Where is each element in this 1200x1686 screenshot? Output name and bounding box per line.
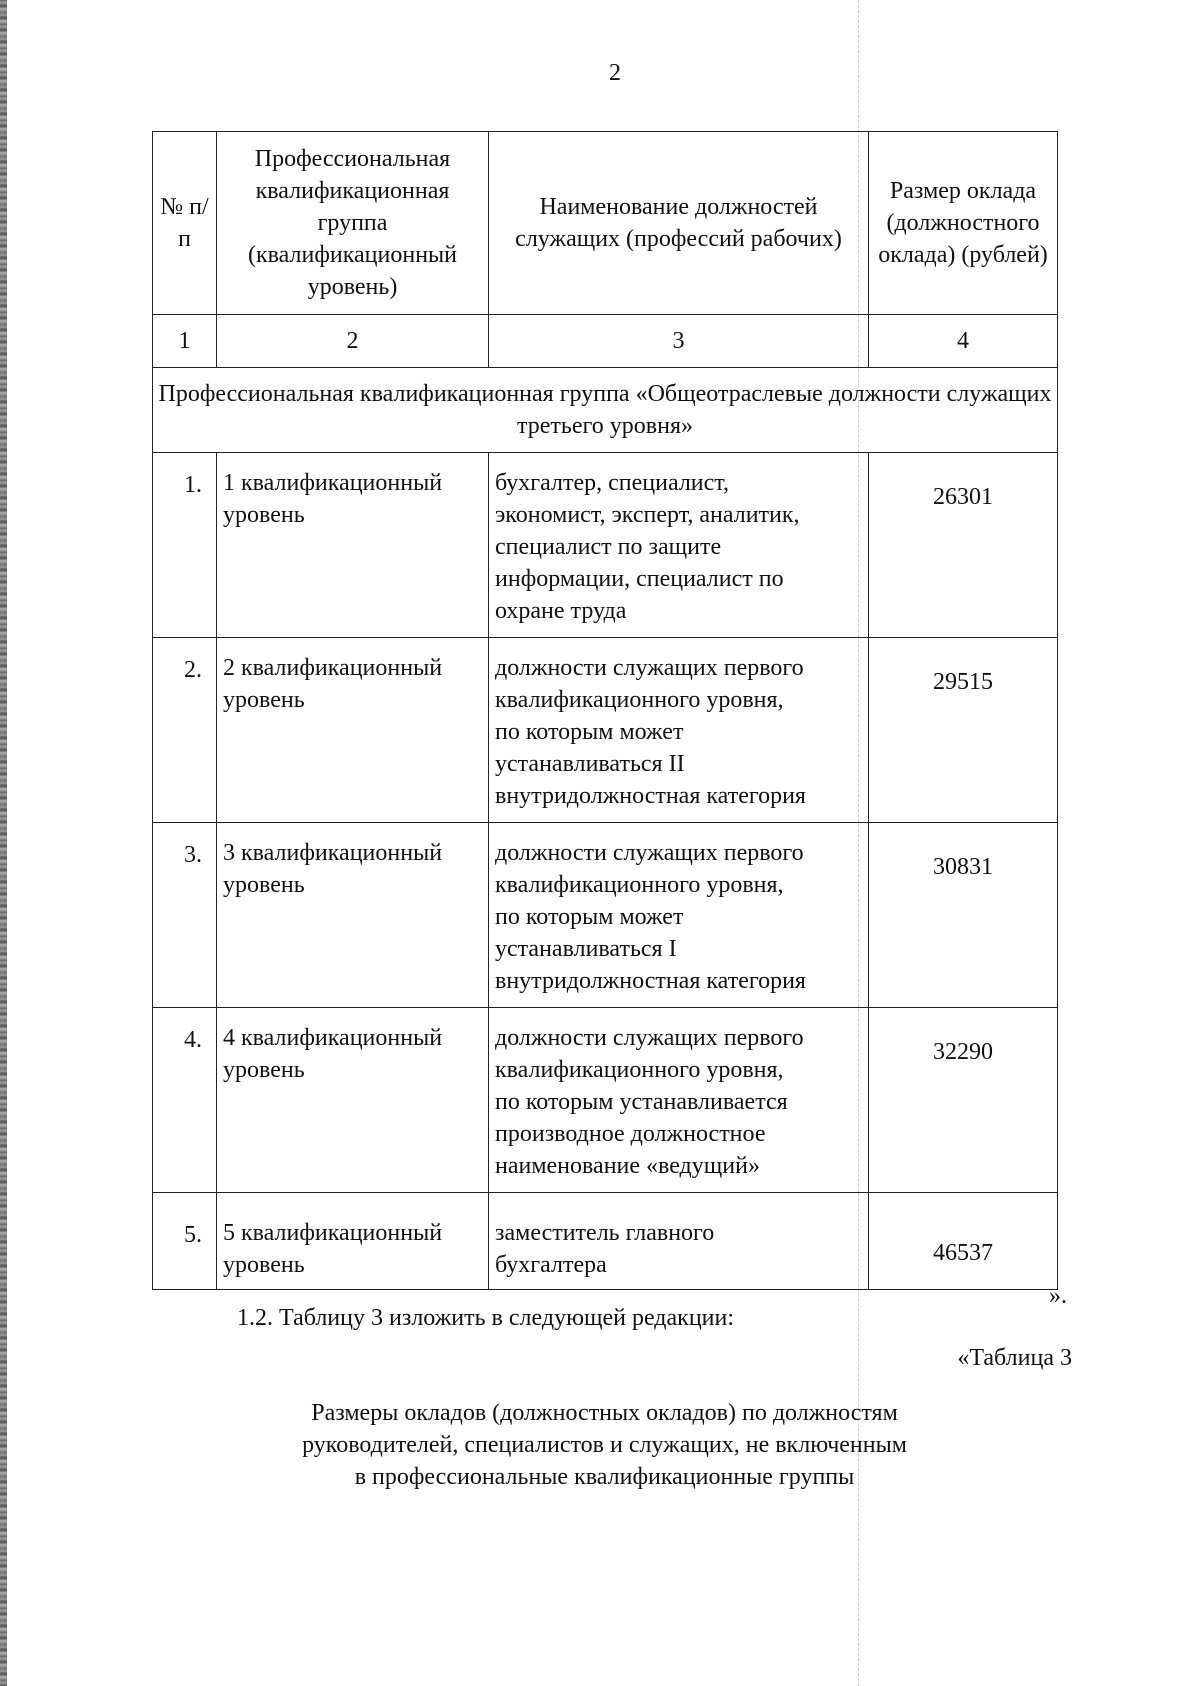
table-row — [153, 1193, 1058, 1290]
header-position-names: Наименование должностей служащих (профессий рабочих) — [489, 132, 869, 315]
header-qualification-group: Профессиональная квалификационная группа (квалификационный уровень) — [217, 132, 489, 315]
column-number-row — [153, 315, 1058, 368]
column-number: 1 — [153, 315, 217, 368]
salary-value: 29515 — [869, 638, 1058, 823]
table-row — [153, 1008, 1058, 1193]
table-row — [153, 823, 1058, 1008]
table-label: «Таблица 3 — [957, 1345, 1072, 1371]
row-number: 5. — [153, 1193, 217, 1290]
subtitle-line: в профессиональные квалификационные группы — [354, 1464, 855, 1490]
position-names: должности служащих первого квалификационного уровня, по которым может устанавливаться II внутридолжностная категория — [489, 638, 869, 823]
table-row — [153, 453, 1058, 638]
header-number: № п/п — [153, 132, 217, 315]
closing-quote-mark: ». — [1049, 1283, 1067, 1309]
qualification-level: 2 квалификационный уровень — [217, 638, 489, 823]
salary-value: 32290 — [869, 1008, 1058, 1193]
header-salary: Размер оклада (должностного оклада) (рублей) — [869, 132, 1058, 315]
position-names: должности служащих первого квалификационного уровня, по которым может устанавливаться I внутридолжностная категория — [489, 823, 869, 1008]
qualification-level: 3 квалификационный уровень — [217, 823, 489, 1008]
salary-value: 26301 — [869, 453, 1058, 638]
column-number: 4 — [869, 315, 1058, 368]
position-names: должности служащих первого квалификационного уровня, по которым устанавливается производное должностное наименование «ведущий» — [489, 1008, 869, 1193]
subtitle-line: Размеры окладов (должностных окладов) по должностям — [311, 1400, 898, 1426]
amendment-instruction: 1.2. Таблицу 3 изложить в следующей редакции: — [237, 1305, 735, 1331]
salary-value: 30831 — [869, 823, 1058, 1008]
position-names: бухгалтер, специалист, экономист, эксперт, аналитик, специалист по защите информации, специалист по охране труда — [489, 453, 869, 638]
salary-table — [152, 131, 1058, 1290]
column-number: 2 — [217, 315, 489, 368]
row-number: 1. — [153, 453, 217, 638]
table-header-row — [153, 132, 1058, 315]
qualification-level: 5 квалификационный уровень — [217, 1193, 489, 1290]
page-number: 2 — [609, 60, 621, 86]
group-title: Профессиональная квалификационная группа «Общеотраслевые должности служащих третьего уровня» — [153, 368, 1058, 453]
table-row — [153, 638, 1058, 823]
row-number: 2. — [153, 638, 217, 823]
qualification-level: 4 квалификационный уровень — [217, 1008, 489, 1193]
table-subtitle — [152, 1397, 1057, 1493]
salary-value: 46537 — [869, 1193, 1058, 1290]
position-names: заместитель главного бухгалтера — [489, 1193, 869, 1290]
column-number: 3 — [489, 315, 869, 368]
scan-edge — [0, 0, 7, 1686]
group-title-row — [153, 368, 1058, 453]
row-number: 3. — [153, 823, 217, 1008]
row-number: 4. — [153, 1008, 217, 1193]
qualification-level: 1 квалификационный уровень — [217, 453, 489, 638]
subtitle-line: руководителей, специалистов и служащих, не включенным — [302, 1432, 907, 1458]
